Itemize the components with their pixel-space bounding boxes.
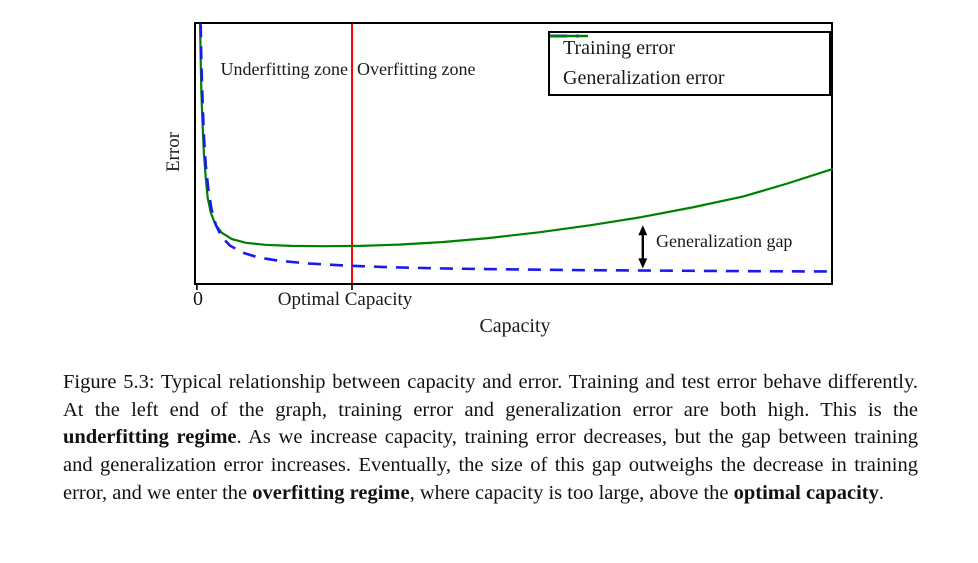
y-axis-label: Error: [163, 131, 184, 173]
figure-caption: Figure 5.3: Typical relationship between capacity and error. Training and test error behave differently. At the left end of the graph, training error and generalization error are both high. This is the underfitting regime. As we increase capacity, training error decreases, but the gap between training and generalization error increases. Eventually, the size of this gap outweighs the decrease in training error, and we enter the overfitting regime, where capacity is too large, above the optimal capacity.: [63, 371, 919, 504]
underfitting-zone-label: Underfitting zone: [220, 59, 348, 79]
legend-item-generalization-error: [550, 63, 829, 93]
generalization-gap-label: Generalization gap: [656, 231, 793, 251]
generalization-error-line-sample: [550, 33, 588, 39]
x-tick-optimal-capacity-label: Optimal Capacity: [277, 289, 413, 310]
legend-label-training-error: Training error: [563, 36, 676, 59]
x-axis-label: Capacity: [479, 315, 551, 337]
x-tick-zero-label: 0: [193, 288, 203, 310]
legend: [548, 31, 831, 96]
legend-label-generalization-error: Generalization error: [563, 66, 725, 89]
overfitting-zone-label: Overfitting zone: [357, 59, 476, 79]
legend-item-training-error: [550, 33, 829, 63]
